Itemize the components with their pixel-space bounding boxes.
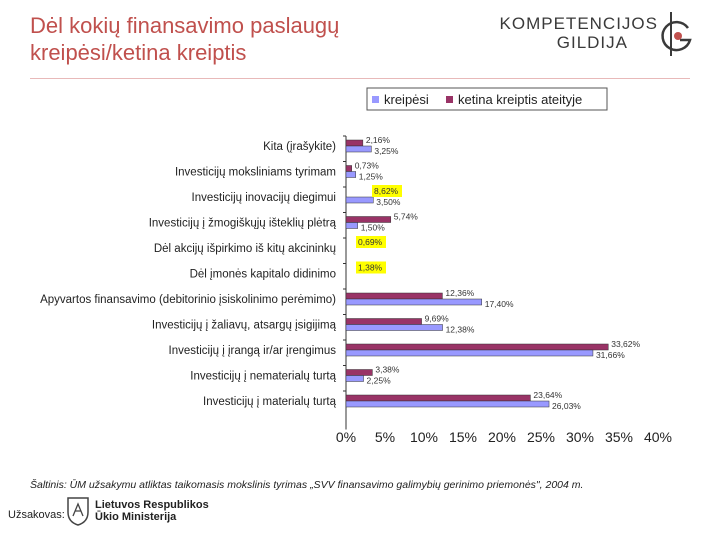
- title-line-2: kreipėsi/ketina kreiptis: [30, 40, 247, 65]
- logo-line-2: GILDIJA: [556, 33, 628, 52]
- ministry-name: [95, 499, 209, 523]
- bar-kreipesi: [346, 376, 364, 382]
- category-label: Dėl įmonės kapitalo didinimo: [189, 268, 336, 281]
- x-tick-label: 0%: [335, 429, 357, 445]
- ministry-line-1: Lietuvos Respublikos: [95, 499, 209, 511]
- bar-ketina: [346, 293, 442, 299]
- highlight-label: 8,62%: [374, 186, 399, 196]
- bar-ketina: [346, 166, 352, 172]
- title-line-1: Dėl kokių finansavimo paslaugų: [30, 13, 340, 38]
- x-tick-label: 25%: [526, 429, 556, 445]
- bar-kreipesi: [346, 325, 443, 331]
- data-label-kreipesi: 1,50%: [360, 222, 385, 233]
- data-label-ketina: 3,38%: [375, 364, 400, 375]
- bar-kreipesi: [346, 350, 593, 356]
- category-label: Investicijų į žmogiškųjų išteklių plėtrą: [148, 217, 336, 230]
- x-tick-label: 15%: [448, 429, 478, 445]
- bar-ketina: [346, 344, 608, 350]
- category-label: Investicijų inovacijų diegimui: [191, 192, 336, 204]
- data-label-ketina: 23,64%: [533, 390, 563, 400]
- category-label: Apyvartos finansavimo (debitorinio įsiskolinimo perėmimo): [40, 294, 336, 306]
- bar-kreipesi: [346, 146, 371, 152]
- data-label-ketina: 5,74%: [393, 211, 418, 222]
- data-label-kreipesi: 31,66%: [595, 350, 625, 360]
- category-label: Kita (įrašykite): [263, 141, 336, 153]
- bar-kreipesi: [346, 299, 482, 305]
- category-label: Dėl akcijų išpirkimo iš kitų akcininkų: [153, 243, 336, 255]
- data-label-ketina: 2,16%: [365, 135, 390, 145]
- legend-label-kreipesi: kreipėsi: [384, 92, 429, 107]
- bar-kreipesi: [346, 223, 358, 229]
- logo-g-icon: [658, 18, 694, 54]
- data-label-ketina: 12,36%: [445, 288, 475, 298]
- highlight-label: 0,69%: [358, 237, 383, 247]
- data-label-kreipesi: 2,25%: [366, 375, 391, 386]
- highlight-label: 1,38%: [358, 262, 383, 273]
- category-label: Investicijų į nematerialų turtą: [190, 370, 336, 383]
- category-label: Investicijų į įrangą ir/ar įrengimus: [168, 345, 336, 357]
- data-label-ketina: 9,69%: [424, 313, 449, 324]
- bar-chart: [0, 80, 720, 480]
- ministry-line-2: Ūkio Ministerija: [95, 511, 177, 523]
- logo-line-1: KOMPETENCIJOS: [499, 14, 658, 33]
- data-label-kreipesi: 3,50%: [376, 197, 401, 207]
- title-divider: [30, 78, 690, 79]
- source-note: Šaltinis: ŪM užsakymu atliktas taikomasis mokslinis tyrimas „SVV finansavimo galimybių gerinimo priemonės", 2004 m.: [30, 479, 584, 491]
- category-label: Investicijų moksliniams tyrimam: [174, 166, 336, 179]
- logo-text: [498, 14, 658, 52]
- bar-ketina: [346, 319, 422, 325]
- bar-kreipesi: [346, 172, 356, 178]
- x-tick-label: 5%: [374, 429, 396, 445]
- data-label-ketina: 33,62%: [611, 339, 641, 349]
- x-tick-label: 30%: [565, 429, 595, 445]
- company-logo: [498, 14, 698, 54]
- data-label-kreipesi: 3,25%: [374, 146, 399, 156]
- data-label-kreipesi: 1,25%: [358, 171, 383, 182]
- category-label: Investicijų į žaliavų, atsargų įsigijimą: [151, 319, 336, 332]
- category-label: Investicijų į materialų turtą: [203, 396, 336, 408]
- bar-ketina: [346, 140, 363, 146]
- legend-swatch-kreipesi: [372, 96, 379, 103]
- x-tick-label: 35%: [604, 429, 634, 445]
- data-label-ketina: 0,73%: [354, 160, 379, 171]
- slide-title: [30, 12, 480, 66]
- bar-ketina: [346, 395, 530, 401]
- legend-label-ketina: ketina kreiptis ateityje: [458, 92, 583, 107]
- data-label-kreipesi: 12,38%: [445, 324, 475, 335]
- data-label-kreipesi: 17,40%: [484, 299, 514, 309]
- bar-kreipesi: [346, 197, 373, 203]
- client-label: Užsakovas:: [8, 509, 65, 521]
- legend-swatch-ketina: [446, 96, 453, 103]
- ministry-crest-icon: [66, 496, 90, 526]
- bar-kreipesi: [346, 401, 549, 407]
- data-label-kreipesi: 26,03%: [552, 401, 581, 411]
- x-tick-label: 10%: [409, 429, 439, 445]
- x-tick-label: 40%: [643, 429, 673, 445]
- x-tick-label: 20%: [487, 429, 517, 445]
